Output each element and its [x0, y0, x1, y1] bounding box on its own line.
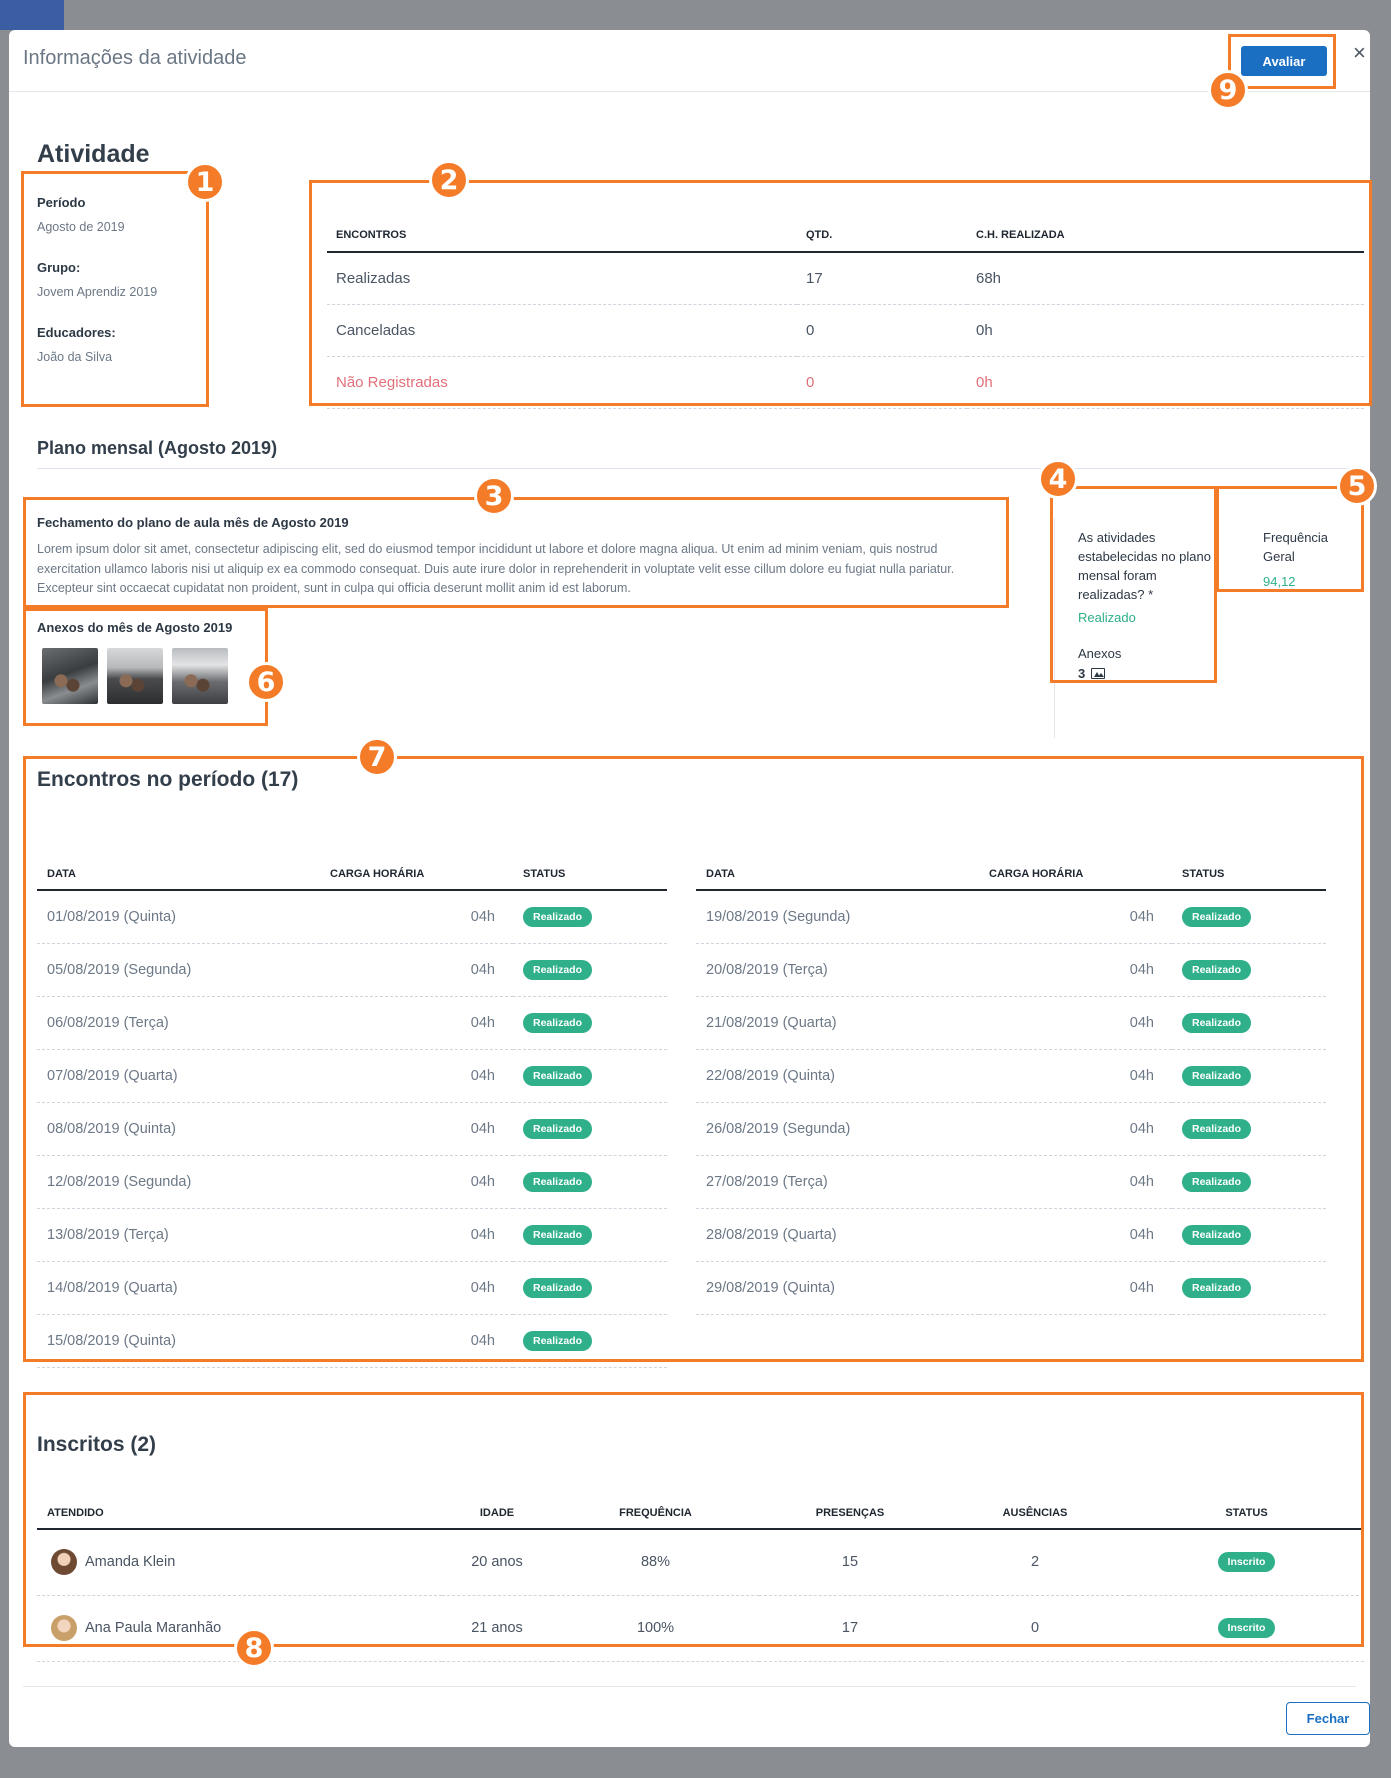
- col-presencas: PRESENÇAS: [759, 1498, 941, 1529]
- enrolled-heading: Inscritos (2): [37, 1433, 157, 1456]
- row-qtd: 0: [797, 304, 967, 356]
- col-carga: CARGA HORÁRIA: [320, 859, 513, 890]
- row-qtd: 0: [797, 356, 967, 408]
- callout-badge-5: 5: [1337, 466, 1377, 506]
- encounter-hours: 04h: [320, 1208, 513, 1261]
- table-row[interactable]: [37, 890, 667, 943]
- encounter-date: 15/08/2019 (Quinta): [37, 1314, 320, 1367]
- encounter-hours: 04h: [320, 1102, 513, 1155]
- evaluate-button[interactable]: Avaliar: [1241, 46, 1327, 76]
- periodo-label: Período: [37, 195, 86, 210]
- encounter-status-cell: [513, 1208, 667, 1261]
- col-status: STATUS: [513, 859, 667, 890]
- attachment-thumbnail[interactable]: [107, 648, 163, 704]
- encounter-hours: 04h: [979, 943, 1172, 996]
- image-icon: [1091, 668, 1105, 679]
- table-row: [327, 252, 1364, 304]
- col-encontros: ENCONTROS: [327, 219, 797, 252]
- table-row: [327, 304, 1364, 356]
- activity-info: [37, 195, 157, 390]
- background-app-header: [0, 0, 64, 30]
- encounter-date: 27/08/2019 (Terça): [696, 1155, 979, 1208]
- enrolled-status-cell: [1129, 1595, 1364, 1661]
- encounter-date: 08/08/2019 (Quinta): [37, 1102, 320, 1155]
- encounter-hours: 04h: [320, 1049, 513, 1102]
- status-badge: Realizado: [1182, 907, 1251, 927]
- periodo-value: Agosto de 2019: [37, 220, 125, 234]
- encounter-date: 14/08/2019 (Quarta): [37, 1261, 320, 1314]
- attachments-title: Anexos do mês de Agosto 2019: [37, 620, 233, 635]
- row-label: Não Registradas: [327, 356, 797, 408]
- status-badge: Realizado: [1182, 1172, 1251, 1192]
- status-badge: Realizado: [523, 1119, 592, 1139]
- col-ch: C.H. REALIZADA: [967, 219, 1364, 252]
- encounter-date: 20/08/2019 (Terça): [696, 943, 979, 996]
- encounter-status-cell: [513, 996, 667, 1049]
- encounter-status-cell: [513, 1261, 667, 1314]
- encounter-date: 29/08/2019 (Quinta): [696, 1261, 979, 1314]
- encounter-hours: 04h: [979, 1261, 1172, 1314]
- encounter-date: 12/08/2019 (Segunda): [37, 1155, 320, 1208]
- closing-plan-text: Lorem ipsum dolor sit amet, consectetur adipiscing elit, sed do eiusmod tempor incididunt ut labore et dolore magna aliqua. Ut enim ad minim veniam, quis nostrud exercitation ullamco laboris nisi ut aliquip ex ea commodo consequat. Duis aute irure dolor in reprehenderit in voluptate velit esse cillum dolore eu fugiat nulla pariatur. Excepteur sint occaecat cupidatat non proident, sunt in culpa qui officia deserunt mollit anim id est laborum.: [37, 542, 955, 595]
- enrolled-age: 21 anos: [442, 1595, 552, 1661]
- encounter-date: 19/08/2019 (Segunda): [696, 890, 979, 943]
- monthly-plan-heading: Plano mensal (Agosto 2019): [37, 438, 278, 458]
- callout-badge-8: 8: [234, 1628, 274, 1668]
- table-row[interactable]: [37, 996, 667, 1049]
- table-header-row: [696, 859, 1326, 890]
- encounter-status-cell: [1172, 1102, 1326, 1155]
- col-idade: IDADE: [442, 1498, 552, 1529]
- encounter-date: 06/08/2019 (Terça): [37, 996, 320, 1049]
- encounter-hours: 04h: [320, 1155, 513, 1208]
- status-badge: Realizado: [523, 907, 592, 927]
- row-ch: 0h: [967, 356, 1364, 408]
- divider: [37, 468, 1360, 469]
- avatar: [51, 1615, 77, 1641]
- activities-done-question: As atividades estabelecidas no plano mensal foram realizadas? *: [1078, 530, 1211, 602]
- encounter-date: 22/08/2019 (Quinta): [696, 1049, 979, 1102]
- closing-plan-title: Fechamento do plano de aula mês de Agosto 2019: [37, 515, 349, 530]
- encounter-date: 13/08/2019 (Terça): [37, 1208, 320, 1261]
- table-row[interactable]: [37, 1314, 667, 1367]
- encounter-status-cell: [513, 1102, 667, 1155]
- table-row[interactable]: [696, 1208, 1326, 1261]
- table-header-row: [327, 219, 1364, 252]
- encounter-hours: 04h: [320, 1261, 513, 1314]
- enrolled-name: Amanda Klein: [85, 1554, 176, 1571]
- col-data: DATA: [37, 859, 320, 890]
- encounter-status-cell: [513, 1049, 667, 1102]
- table-row[interactable]: [696, 943, 1326, 996]
- callout-badge-2: 2: [429, 160, 469, 200]
- educadores-label: Educadores:: [37, 325, 116, 340]
- col-frequencia: FREQUÊNCIA: [552, 1498, 759, 1529]
- callout-badge-9: 9: [1208, 70, 1248, 110]
- encounter-status-cell: [1172, 1155, 1326, 1208]
- encounter-status-cell: [513, 1314, 667, 1367]
- table-row: [327, 356, 1364, 408]
- status-badge: Realizado: [523, 1172, 592, 1192]
- encounter-status-cell: [513, 943, 667, 996]
- status-badge: Realizado: [523, 1331, 592, 1351]
- encounter-status-cell: [1172, 996, 1326, 1049]
- encounter-date: 26/08/2019 (Segunda): [696, 1102, 979, 1155]
- encounter-hours: 04h: [320, 996, 513, 1049]
- col-qtd: QTD.: [797, 219, 967, 252]
- table-row[interactable]: [37, 1529, 1364, 1595]
- status-badge: Inscrito: [1218, 1618, 1276, 1638]
- enrolled-absences: 0: [941, 1595, 1129, 1661]
- encounter-status-cell: [1172, 1208, 1326, 1261]
- divider: [1054, 518, 1055, 738]
- encounters-table-left: [37, 859, 667, 1368]
- enrolled-name: Ana Paula Maranhão: [85, 1619, 222, 1636]
- attachments-label: Anexos: [1078, 646, 1122, 661]
- encounter-date: 07/08/2019 (Quarta): [37, 1049, 320, 1102]
- status-badge: Inscrito: [1218, 1552, 1276, 1572]
- enrolled-presences: 17: [759, 1595, 941, 1661]
- status-badge: Realizado: [523, 960, 592, 980]
- enrolled-frequency: 100%: [552, 1595, 759, 1661]
- row-ch: 0h: [967, 304, 1364, 356]
- table-header-row: [37, 859, 667, 890]
- encounter-status-cell: [1172, 1049, 1326, 1102]
- encounter-status-cell: [1172, 943, 1326, 996]
- row-label: Canceladas: [327, 304, 797, 356]
- table-row[interactable]: [37, 1155, 667, 1208]
- col-carga: CARGA HORÁRIA: [979, 859, 1172, 890]
- encounter-date: 28/08/2019 (Quarta): [696, 1208, 979, 1261]
- callout-badge-4: 4: [1038, 459, 1078, 499]
- row-ch: 68h: [967, 252, 1364, 304]
- table-row[interactable]: [696, 1102, 1326, 1155]
- educadores-value: João da Silva: [37, 350, 113, 364]
- status-badge: Realizado: [523, 1225, 592, 1245]
- encounter-hours: 04h: [979, 1049, 1172, 1102]
- enrolled-absences: 2: [941, 1529, 1129, 1595]
- status-badge: Realizado: [1182, 1225, 1251, 1245]
- attachments-count: [1078, 666, 1105, 681]
- enrolled-name-cell: [37, 1529, 442, 1595]
- encounter-date: 01/08/2019 (Quinta): [37, 890, 320, 943]
- table-row[interactable]: [37, 1102, 667, 1155]
- activities-done-status: Realizado: [1078, 610, 1136, 625]
- encounters-summary-table: [327, 219, 1364, 409]
- encounter-hours: 04h: [979, 890, 1172, 943]
- grupo-value: Jovem Aprendiz 2019: [37, 285, 158, 299]
- enrolled-presences: 15: [759, 1529, 941, 1595]
- callout-badge-6: 6: [246, 662, 286, 702]
- status-badge: Realizado: [1182, 960, 1251, 980]
- divider: [23, 1686, 1356, 1687]
- callout-badge-3: 3: [474, 476, 514, 516]
- table-row[interactable]: [37, 1208, 667, 1261]
- close-button[interactable]: Fechar: [1286, 1702, 1370, 1735]
- callout-badge-7: 7: [357, 737, 397, 777]
- table-row[interactable]: [696, 1155, 1326, 1208]
- status-badge: Realizado: [1182, 1119, 1251, 1139]
- table-row[interactable]: [37, 1049, 667, 1102]
- status-badge: Realizado: [523, 1013, 592, 1033]
- row-qtd: 17: [797, 252, 967, 304]
- grupo-label: Grupo:: [37, 260, 81, 275]
- encounter-hours: 04h: [979, 1155, 1172, 1208]
- encounters-heading: Encontros no período (17): [37, 768, 299, 791]
- status-badge: Realizado: [523, 1066, 592, 1086]
- encounter-hours: 04h: [320, 1314, 513, 1367]
- encounter-hours: 04h: [979, 1102, 1172, 1155]
- frequency-value: 94,12: [1263, 574, 1296, 589]
- encounter-date: 21/08/2019 (Quarta): [696, 996, 979, 1049]
- status-badge: Realizado: [1182, 1013, 1251, 1033]
- encounter-status-cell: [513, 890, 667, 943]
- encounter-date: 05/08/2019 (Segunda): [37, 943, 320, 996]
- close-icon[interactable]: ×: [1353, 40, 1366, 65]
- table-row[interactable]: [696, 996, 1326, 1049]
- modal-header: [9, 30, 1370, 92]
- modal-title: Informações da atividade: [23, 47, 247, 69]
- col-atendido: ATENDIDO: [37, 1498, 442, 1529]
- encounter-status-cell: [513, 1155, 667, 1208]
- activity-heading: Atividade: [37, 140, 150, 168]
- attachment-thumbnail[interactable]: [42, 648, 98, 704]
- frequency-label: Frequência Geral: [1263, 530, 1329, 564]
- encounter-hours: 04h: [320, 890, 513, 943]
- table-row[interactable]: [696, 1261, 1326, 1314]
- encounter-status-cell: [1172, 890, 1326, 943]
- col-ausencias: AUSÊNCIAS: [941, 1498, 1129, 1529]
- encounter-hours: 04h: [979, 996, 1172, 1049]
- encounters-table-right: [696, 859, 1326, 1315]
- attachment-thumbnail[interactable]: [172, 648, 228, 704]
- encounter-status-cell: [1172, 1261, 1326, 1314]
- row-label: Realizadas: [327, 252, 797, 304]
- attachments-thumbnails: [42, 648, 228, 704]
- encounter-hours: 04h: [979, 1208, 1172, 1261]
- col-data: DATA: [696, 859, 979, 890]
- col-status: STATUS: [1172, 859, 1326, 890]
- status-badge: Realizado: [1182, 1278, 1251, 1298]
- enrolled-age: 20 anos: [442, 1529, 552, 1595]
- attachments-count-value: 3: [1078, 666, 1086, 681]
- table-row[interactable]: [696, 890, 1326, 943]
- enrolled-status-cell: [1129, 1529, 1364, 1595]
- avatar: [51, 1549, 77, 1575]
- table-row[interactable]: [696, 1049, 1326, 1102]
- status-badge: Realizado: [523, 1278, 592, 1298]
- col-status: STATUS: [1129, 1498, 1364, 1529]
- callout-badge-1: 1: [185, 162, 225, 202]
- status-badge: Realizado: [1182, 1066, 1251, 1086]
- table-row[interactable]: [37, 943, 667, 996]
- enrolled-frequency: 88%: [552, 1529, 759, 1595]
- activity-info-modal: [9, 30, 1370, 1747]
- table-header-row: [37, 1498, 1364, 1529]
- table-row[interactable]: [37, 1261, 667, 1314]
- encounter-hours: 04h: [320, 943, 513, 996]
